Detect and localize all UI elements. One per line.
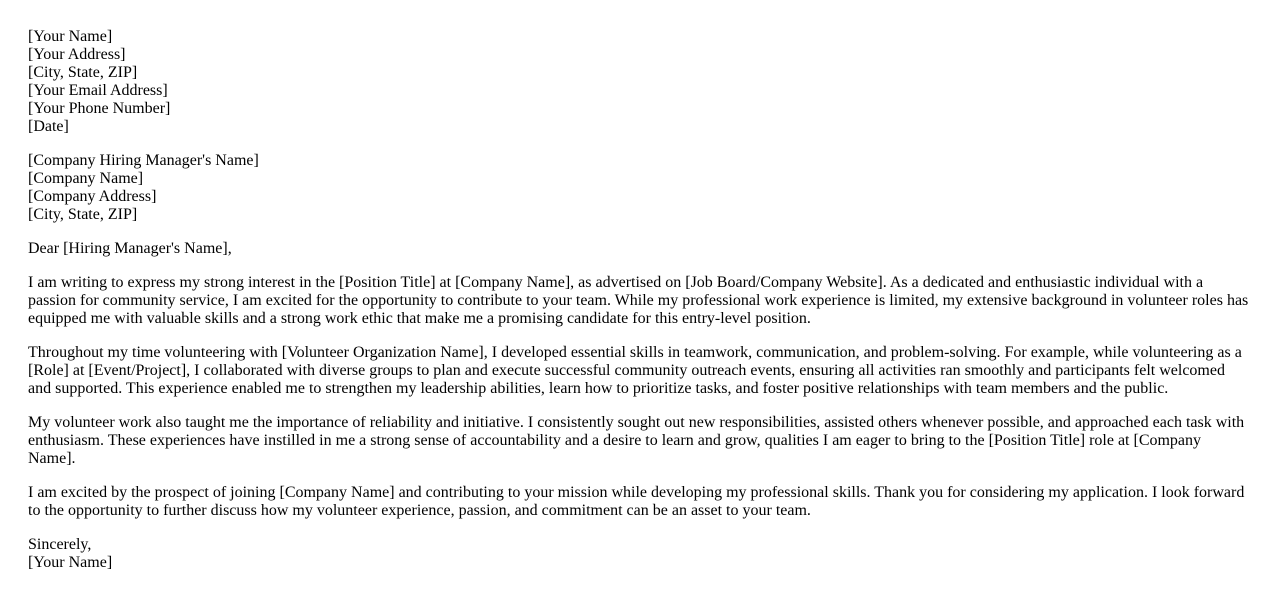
closing-block xyxy=(28,536,1252,572)
recipient-address-block xyxy=(28,152,1252,224)
body-paragraph-1: I am writing to express my strong interest in the [Position Title] at [Company Name], as advertised on [Job Board/Company Website]. As a dedicated and enthusiastic individual with a passion for community service, I am excited for the opportunity to contribute to your team. While my professional work experience is limited, my extensive background in volunteer roles has equipped me with valuable skills and a strong work ethic that make me a promising candidate for this entry-level position. xyxy=(28,274,1249,327)
body-paragraph-3: My volunteer work also taught me the importance of reliability and initiative. I consistently sought out new responsibilities, assisted others whenever possible, and approached each task with enthusiasm. These experiences have instilled in me a strong sense of accountability and a desire to learn and grow, qualities I am eager to bring to the [Position Title] role at [Company Name]. xyxy=(28,414,1245,467)
letter-date: [Date] xyxy=(28,118,69,135)
cover-letter xyxy=(28,28,1252,572)
recipient-company-name: [Company Name] xyxy=(28,170,144,187)
signature-name: [Your Name] xyxy=(28,554,113,571)
sender-phone: [Your Phone Number] xyxy=(28,100,171,117)
recipient-company-address: [Company Address] xyxy=(28,188,157,205)
sender-city-state-zip: [City, State, ZIP] xyxy=(28,64,138,81)
sender-address: [Your Address] xyxy=(28,46,126,63)
sender-name: [Your Name] xyxy=(28,28,113,45)
recipient-manager-name: [Company Hiring Manager's Name] xyxy=(28,152,259,169)
sender-email: [Your Email Address] xyxy=(28,82,168,99)
body-paragraph-4: I am excited by the prospect of joining [Company Name] and contributing to your mission while developing my professional skills. Thank you for considering my application. I look forward to the opportunity to further discuss how my volunteer experience, passion, and commitment can be an asset to your team. xyxy=(28,484,1245,519)
sender-address-block xyxy=(28,28,1252,136)
recipient-city-state-zip: [City, State, ZIP] xyxy=(28,206,138,223)
body-paragraph-2: Throughout my time volunteering with [Volunteer Organization Name], I developed essential skills in teamwork, communication, and problem-solving. For example, while volunteering as a [Role] at [Event/Project], I collaborated with diverse groups to plan and execute successful community outreach events, ensuring all activities ran smoothly and participants felt welcomed and supported. This experience enabled me to strengthen my leadership abilities, learn how to prioritize tasks, and foster positive relationships with team members and the public. xyxy=(28,344,1242,397)
valediction: Sincerely, xyxy=(28,536,92,553)
salutation: Dear [Hiring Manager's Name], xyxy=(28,240,232,257)
